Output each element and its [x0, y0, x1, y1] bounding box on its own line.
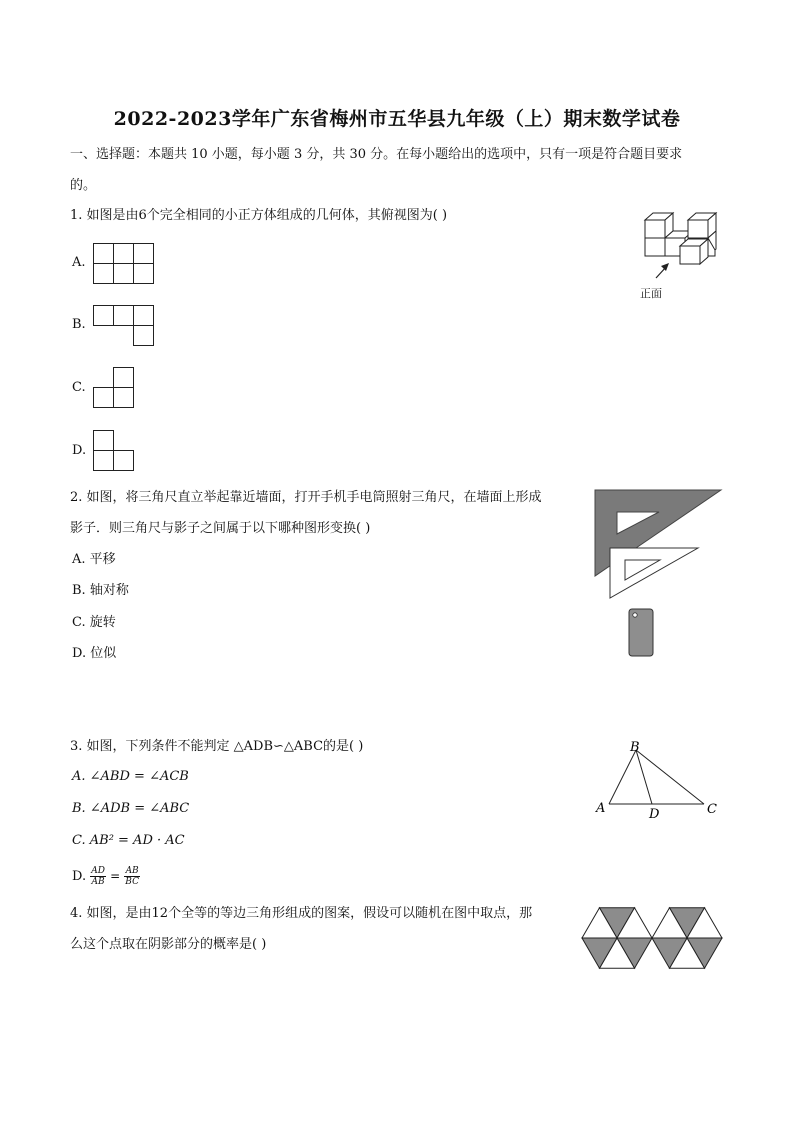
section-heading: 一、选择题：本题共 10 小题，每小题 3 分，共 30 分。在每小题给出的选项中，只有一项是符合题目要求	[70, 147, 683, 162]
q1-option-a-figure	[93, 243, 155, 285]
q3-option-d[interactable]: D. $\frac{AD}{AB}$ = $\frac{AB}{BC}$	[72, 866, 139, 887]
q1-front-label: 正面	[640, 287, 662, 300]
q1-option-b[interactable]: B.	[72, 317, 86, 332]
q1-option-d[interactable]: D.	[72, 443, 87, 458]
q3-option-b[interactable]: B. ∠ADB = ∠ABC	[72, 801, 190, 816]
q1-stem: 1. 如图是由6个完全相同的小正方体组成的几何体，其俯视图为( )	[70, 208, 448, 223]
q3-point-c: C	[707, 802, 717, 817]
q3-option-a[interactable]: A. ∠ABD = ∠ACB	[72, 769, 189, 784]
q2-option-a[interactable]: A. 平移	[72, 552, 116, 567]
q4-stem-line1: 4. 如图，是由12个全等的等边三角形组成的图案，假设可以随机在图中取点，那	[70, 906, 533, 921]
q2-stem-line2: 影子．则三角尺与影子之间属于以下哪种图形变换( )	[70, 521, 371, 536]
page-title: 2022-2023学年广东省梅州市五华县九年级（上）期末数学试卷	[113, 108, 681, 130]
q2-ruler-shadow-figure	[595, 490, 725, 660]
section-heading-cont: 的。	[70, 178, 97, 193]
q2-option-c[interactable]: C. 旋转	[72, 615, 116, 630]
q2-option-d[interactable]: D. 位似	[72, 646, 117, 661]
q3-option-c[interactable]: C. AB² = AD · AC	[72, 833, 185, 848]
q3-option-d-label: D.	[72, 869, 87, 884]
q2-option-b[interactable]: B. 轴对称	[72, 583, 129, 598]
q3-point-d: D	[649, 807, 660, 822]
q3-triangle-figure	[592, 738, 724, 823]
q1-option-c-figure	[93, 367, 135, 409]
q3-point-b: B	[630, 740, 640, 755]
q1-option-b-figure	[93, 305, 155, 347]
q1-option-c[interactable]: C.	[72, 380, 86, 395]
q2-stem-line1: 2. 如图，将三角尺直立举起靠近墙面，打开手机手电筒照射三角尺，在墙面上形成	[70, 490, 542, 505]
q4-hexagon-figure	[582, 904, 724, 974]
q3-option-d-frac-left: $\frac{AD}{AB}$	[91, 866, 105, 887]
q3-option-d-frac-right: $\frac{AB}{BC}$	[125, 866, 139, 887]
q4-stem-line2: 么这个点取在阴影部分的概率是( )	[70, 937, 267, 952]
q3-stem: 3. 如图，下列条件不能判定 △ADB∽△ABC的是( )	[70, 739, 364, 754]
q1-option-d-figure	[93, 430, 135, 472]
q1-cube-figure	[640, 210, 725, 270]
q3-point-a: A	[596, 801, 606, 816]
q1-option-a[interactable]: A.	[72, 255, 86, 270]
